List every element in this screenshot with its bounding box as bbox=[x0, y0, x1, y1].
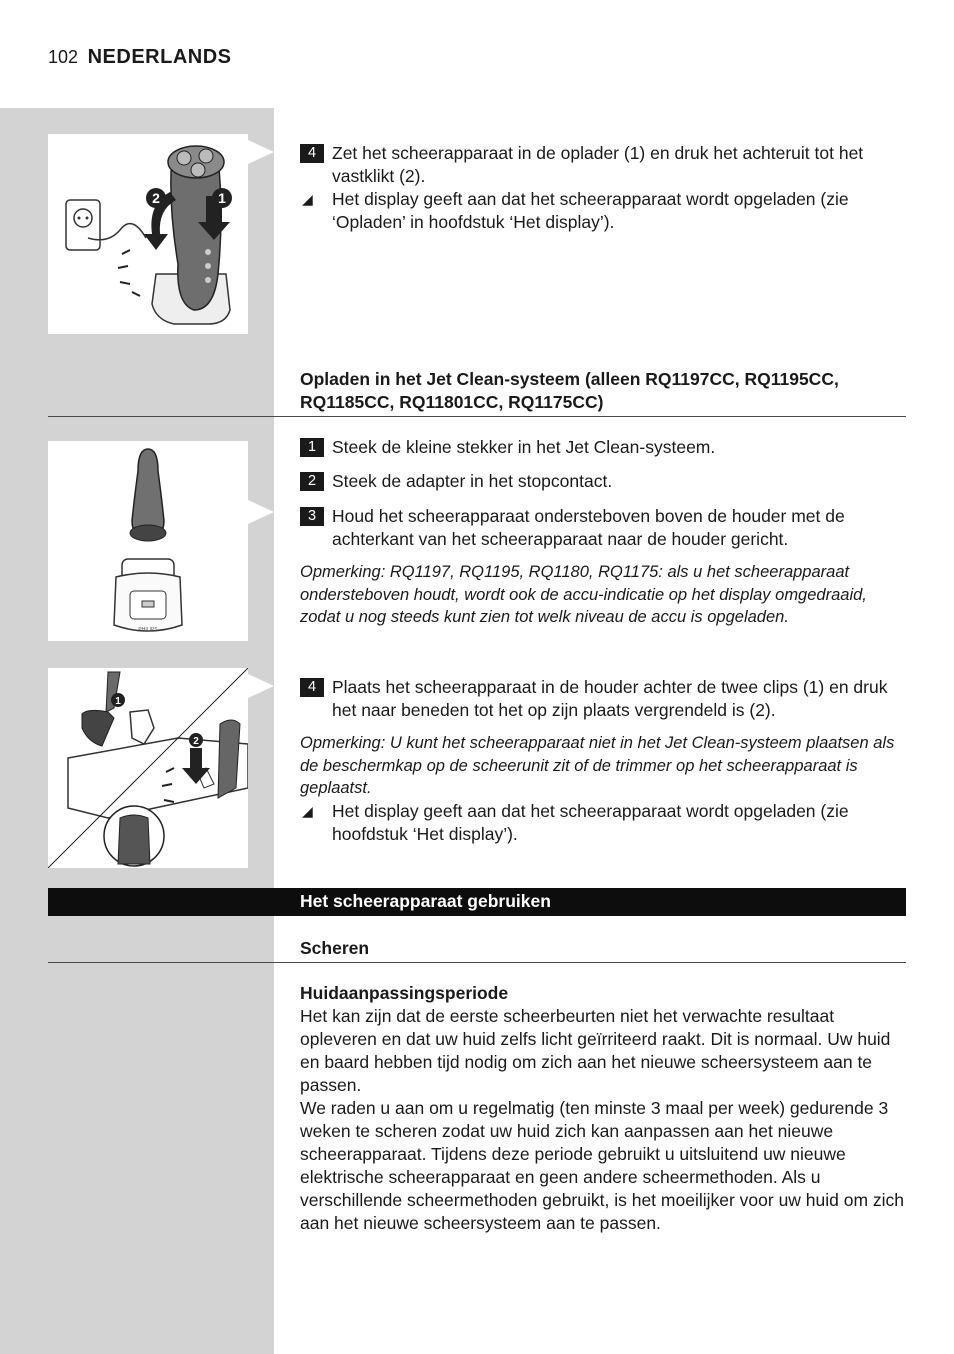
bullet-text: Het display geeft aan dat het scheerapparaat wordt opgeladen (zie ‘Opladen’ in hoofdstuk ‘Het display’). bbox=[332, 189, 849, 232]
section-title: Het scheerapparaat gebruiken bbox=[300, 891, 551, 911]
section-charging-stand bbox=[300, 142, 906, 234]
page-number: 102 bbox=[48, 47, 79, 67]
instruction-step bbox=[300, 470, 906, 493]
charger-illustration bbox=[48, 134, 248, 334]
step-text: Plaats het scheerapparaat in de houder achter de twee clips (1) en druk het naar beneden tot het op zijn plaats vergrendeld is (2). bbox=[332, 677, 888, 720]
step-number: 1 bbox=[300, 438, 324, 457]
instruction-step bbox=[300, 142, 906, 188]
result-bullet bbox=[300, 188, 906, 234]
note-text: Opmerking: U kunt het scheerapparaat niet in het Jet Clean-systeem plaatsen als de beschermkap op de scheerunit zit of de trimmer op het scheerapparaat is geplaatst. bbox=[300, 734, 895, 797]
section-holder-placement bbox=[300, 676, 906, 846]
figure-callout-1: 1 bbox=[115, 696, 121, 707]
paragraph: Het kan zijn dat de eerste scheerbeurten niet het verwachte resultaat opleveren en dat uw huid zelfs licht geïrriteerd raakt. Dit is normaal. Uw huid en baard hebben tijd nodig om zich aan het nieuwe scheersysteem aan te passen. bbox=[300, 1006, 891, 1095]
step-number: 4 bbox=[300, 144, 324, 163]
step-text: Zet het scheerapparaat in de oplader (1) en druk het achteruit tot het vastklikt (2). bbox=[332, 143, 864, 186]
subheading-shaving: Scheren bbox=[300, 938, 370, 958]
jet-clean-illustration bbox=[48, 441, 248, 641]
step-text: Steek de kleine stekker in het Jet Clean-systeem. bbox=[332, 437, 716, 457]
result-bullet bbox=[300, 800, 906, 846]
bullet-icon: ◢ bbox=[302, 191, 313, 207]
step-number: 3 bbox=[300, 507, 324, 526]
step-text: Steek de adapter in het stopcontact. bbox=[332, 471, 613, 491]
step-number: 2 bbox=[300, 472, 324, 491]
language-title: NEDERLANDS bbox=[87, 46, 232, 68]
section-heading-jet-clean: Opladen in het Jet Clean-systeem (alleen RQ1197CC, RQ1195CC, RQ1185CC, RQ11801CC, RQ1175CC) bbox=[300, 369, 839, 412]
section-jet-clean-steps bbox=[300, 436, 906, 629]
instruction-step bbox=[300, 436, 906, 459]
divider bbox=[48, 416, 906, 417]
figure-pointer bbox=[248, 140, 274, 164]
philips-logo: PHILIPS bbox=[138, 627, 158, 633]
figure-pointer bbox=[248, 500, 274, 524]
divider bbox=[48, 962, 906, 963]
figure-callout-1: 1 bbox=[218, 190, 226, 206]
instruction-step bbox=[300, 676, 906, 722]
subsubheading: Huidaanpassingsperiode bbox=[300, 983, 509, 1003]
note-text: Opmerking: RQ1197, RQ1195, RQ1180, RQ1175: als u het scheerapparaat ondersteboven houdt, wordt ook de accu-indicatie op het display omgedraaid, zodat u nog steeds kunt zien tot welk niveau de accu is opgeladen. bbox=[300, 563, 867, 626]
bullet-text: Het display geeft aan dat het scheerapparaat wordt opgeladen (zie hoofdstuk ‘Het display’). bbox=[332, 800, 849, 844]
bullet-icon: ◢ bbox=[302, 802, 313, 819]
paragraph: We raden u aan om u regelmatig (ten minste 3 maal per week) gedurende 3 weken te scheren zodat uw huid zich kan aanpassen aan het nieuwe scheerapparaat. Tijdens deze periode gebruikt u uitsluitend uw nieuwe elektrische scheerapparaat en geen andere scheermethoden. Als u verschillende scheermethoden gebruikt, is het moeilijker voor uw huid om zich aan het nieuwe scheersysteem aan te passen. bbox=[300, 1098, 905, 1233]
section-skin-adaptation bbox=[300, 982, 906, 1235]
figure-callout-2: 2 bbox=[193, 736, 199, 747]
holder-placement-illustration bbox=[48, 668, 248, 868]
step-text: Houd het scheerapparaat ondersteboven boven de houder met de achterkant van het scheerapparaat naar de houder gericht. bbox=[332, 506, 845, 549]
figure-callout-2: 2 bbox=[152, 190, 160, 206]
instruction-step bbox=[300, 505, 906, 551]
figure-pointer bbox=[248, 674, 274, 698]
section-title-bar bbox=[48, 888, 906, 916]
page-header bbox=[48, 46, 232, 69]
step-number: 4 bbox=[300, 678, 324, 697]
